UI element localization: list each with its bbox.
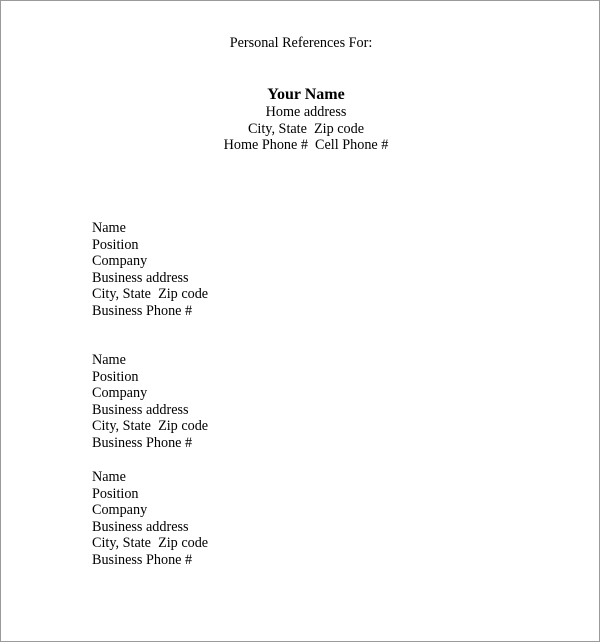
reference-business-phone: Business Phone #	[92, 551, 193, 568]
reference-business-address: Business address	[92, 518, 189, 535]
reference-city-state-zip: City, State Zip code	[92, 418, 209, 435]
reference-company: Company	[92, 502, 148, 519]
header-home-address: Home address	[265, 104, 347, 120]
reference-city-state-zip: City, State Zip code	[92, 535, 209, 552]
reference-block-3	[92, 469, 208, 569]
reference-business-phone: Business Phone #	[92, 434, 193, 451]
reference-name: Name	[92, 469, 126, 485]
reference-block-1	[92, 220, 208, 320]
reference-city-state-zip: City, State Zip code	[92, 286, 209, 303]
reference-name: Name	[92, 352, 126, 368]
document-title: Personal References For:	[229, 35, 373, 51]
reference-name: Name	[92, 220, 126, 236]
reference-company: Company	[92, 253, 148, 270]
reference-position: Position	[92, 236, 139, 253]
header-name: Your Name	[267, 86, 345, 103]
header-city-state-zip: City, State Zip code	[247, 120, 365, 137]
reference-position: Position	[92, 485, 139, 502]
reference-business-phone: Business Phone #	[92, 302, 193, 319]
reference-company: Company	[92, 385, 148, 402]
reference-block-2	[92, 352, 208, 452]
reference-position: Position	[92, 368, 139, 385]
personal-header	[1, 85, 600, 154]
reference-business-address: Business address	[92, 269, 189, 286]
header-phones: Home Phone # Cell Phone #	[223, 137, 389, 154]
reference-business-address: Business address	[92, 401, 189, 418]
